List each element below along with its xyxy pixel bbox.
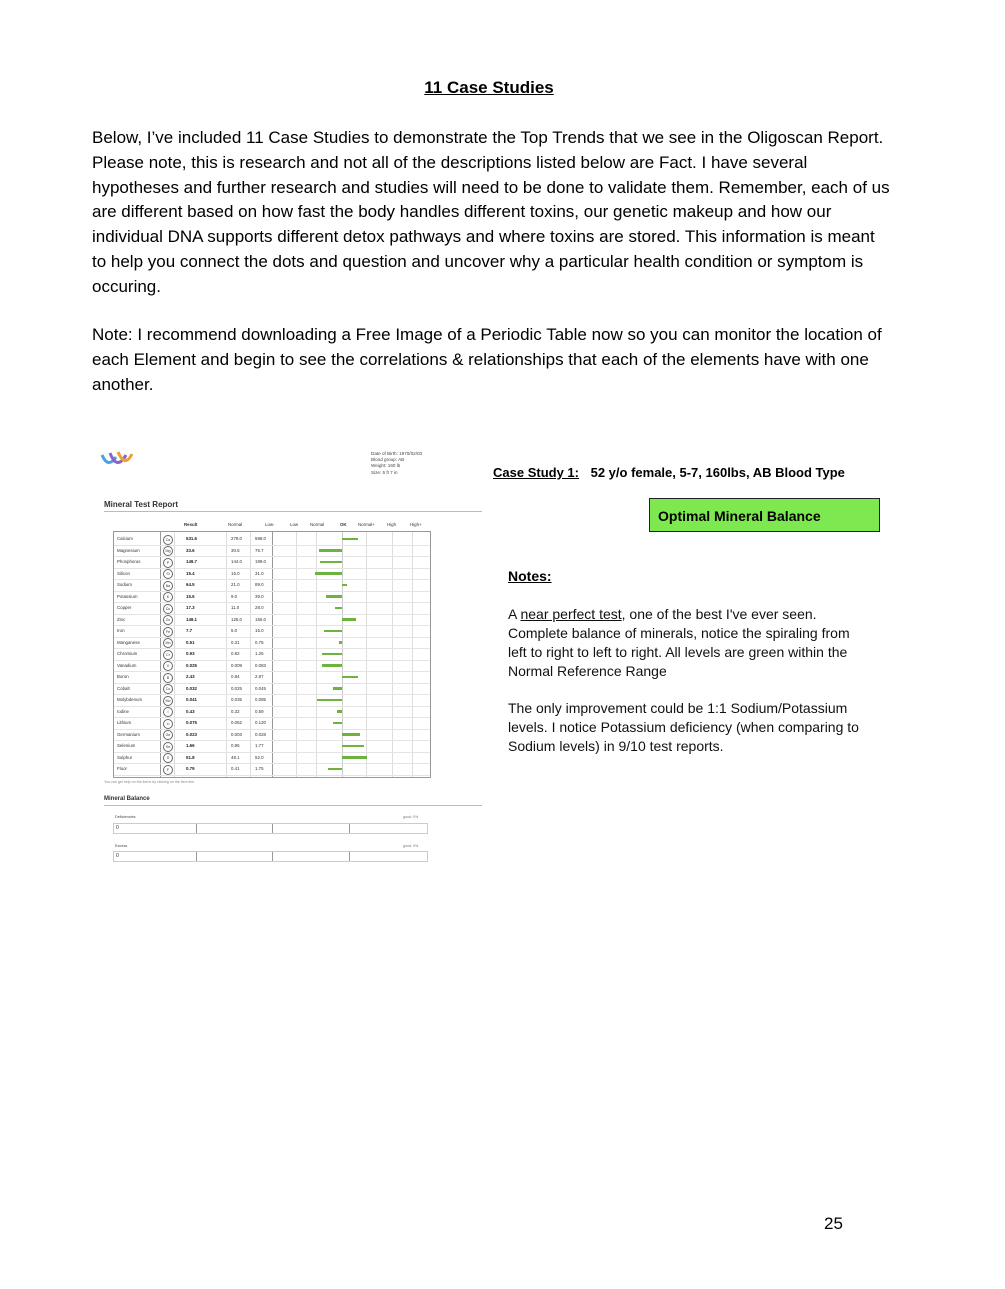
normal-min: 0.31 xyxy=(231,639,240,645)
mineral-name: Cobalt xyxy=(117,685,130,691)
patient-info xyxy=(371,451,422,476)
normal-min: 0.95 xyxy=(231,743,240,748)
normal-max: 0.59 xyxy=(255,708,264,714)
col-normal-2: Normal xyxy=(310,522,325,527)
level-bar xyxy=(333,722,342,725)
mineral-symbol: Mg xyxy=(163,546,173,556)
mineral-name: Zinc xyxy=(117,616,126,622)
mineral-result: 1.66 xyxy=(186,743,195,748)
notes-paragraph-1 xyxy=(508,605,868,681)
mineral-name: Calcium xyxy=(117,536,133,541)
note-paragraph: Note: I recommend downloading a Free Image of a Periodic Table now so you can monitor the location of each Element and begin to see the correlations & relationships that each of the elements have with one another. xyxy=(92,325,882,394)
normal-max: 89.0 xyxy=(255,582,264,587)
notes-heading: Notes: xyxy=(508,568,552,584)
mineral-result: 17.3 xyxy=(186,605,195,610)
normal-min: 0.052 xyxy=(231,720,242,725)
mineral-symbol: Co xyxy=(163,684,173,694)
normal-min: 0.003 xyxy=(231,731,242,737)
normal-max: 155.0 xyxy=(255,616,266,622)
deficiencies-label: Deficiencies xyxy=(115,815,136,819)
notes-text: , one of the best I've ever seen. Complete balance of minerals, notice the spiraling from left to right to left to right. All levels are green within the Normal Reference Range xyxy=(508,606,850,679)
mineral-symbol: Cr xyxy=(163,650,173,660)
normal-max: 39.0 xyxy=(255,593,264,599)
level-bar xyxy=(339,641,342,644)
level-bar xyxy=(322,664,342,667)
mineral-symbol: Na xyxy=(163,581,173,591)
mineral-name: Magnesium xyxy=(117,547,140,553)
deficiencies-good: good: 0% xyxy=(403,815,419,819)
mineral-result: 149.7 xyxy=(186,559,197,564)
col-high-plus: High+ xyxy=(410,522,422,527)
mineral-name: Phosphorus xyxy=(117,559,141,564)
mineral-symbol: Mo xyxy=(163,696,173,706)
normal-max: 31.0 xyxy=(255,570,264,576)
mineral-result: 33.6 xyxy=(186,547,195,553)
normal-min: 0.025 xyxy=(231,685,242,691)
level-bar xyxy=(319,549,342,552)
mineral-symbol: Ge xyxy=(163,730,173,740)
notes-text: A xyxy=(508,606,521,622)
divider xyxy=(104,511,482,512)
col-normal: Normal xyxy=(228,522,243,527)
mineral-symbol: Se xyxy=(163,742,173,752)
mineral-symbol: K xyxy=(163,592,173,602)
normal-min: 9.0 xyxy=(231,593,238,599)
level-bar xyxy=(342,676,358,679)
normal-max: 1.75 xyxy=(255,766,264,771)
mineral-table xyxy=(113,531,431,778)
mineral-name: Iron xyxy=(117,628,125,633)
mineral-result: 0.041 xyxy=(186,697,197,702)
case-study-label: Case Study 1: xyxy=(493,465,579,480)
normal-min: 0.035 xyxy=(231,697,242,702)
normal-min: 0.82 xyxy=(231,651,240,656)
mineral-symbol: Fe xyxy=(163,627,173,637)
mineral-result: 0.025 xyxy=(186,662,197,668)
level-bar xyxy=(342,745,364,748)
normal-max: 0.045 xyxy=(255,685,266,691)
col-ok: OK xyxy=(340,522,347,527)
mineral-result: 0.075 xyxy=(186,720,197,725)
mineral-name: Silicon xyxy=(117,570,130,576)
normal-min: 5.0 xyxy=(231,628,238,633)
notes-emphasis: near perfect test xyxy=(520,606,622,622)
case-study-title xyxy=(493,465,845,480)
patient-weight: Weight: 160 lb xyxy=(371,463,401,469)
bar-divider xyxy=(196,824,197,833)
mineral-result: 0.79 xyxy=(186,766,195,771)
normal-max: 28.0 xyxy=(255,605,264,610)
mineral-result: 531.6 xyxy=(186,536,197,541)
mineral-symbol: V xyxy=(163,661,173,671)
normal-min: 0.41 xyxy=(231,766,240,771)
balance-badge: Optimal Mineral Balance xyxy=(649,498,880,532)
mineral-name: Lithium xyxy=(117,720,132,725)
mineral-symbol: Li xyxy=(163,719,173,729)
col-normal-plus: Normal+ xyxy=(358,522,375,527)
mineral-name: Vanadium xyxy=(117,662,137,668)
mineral-symbol: Ca xyxy=(163,535,173,545)
mineral-name: Boron xyxy=(117,674,129,679)
col-low: Low xyxy=(290,522,299,527)
normal-max: 0.75 xyxy=(255,639,264,645)
mineral-name: Copper xyxy=(117,605,132,610)
level-bar xyxy=(315,572,342,575)
col-high: High xyxy=(387,522,397,527)
mineral-result: 0.51 xyxy=(186,639,195,645)
excess-good: good: 0% xyxy=(403,844,419,848)
mineral-name: Manganese xyxy=(117,639,140,645)
mineral-name: Fluor xyxy=(117,766,128,771)
bar-divider xyxy=(272,852,273,861)
level-bar xyxy=(328,768,342,771)
mineral-result: 149.1 xyxy=(186,616,197,622)
bar-divider xyxy=(272,824,273,833)
mineral-symbol: S xyxy=(163,753,173,763)
normal-max: 0.120 xyxy=(255,720,266,725)
mineral-result: 0.93 xyxy=(186,651,195,656)
mineral-symbol: Cu xyxy=(163,604,173,614)
mineral-result: 51.8 xyxy=(186,754,195,760)
mineral-result: 0.43 xyxy=(186,708,195,714)
mineral-name: Potassium xyxy=(117,593,138,599)
normal-max: 199.0 xyxy=(255,559,266,564)
mineral-symbol: I xyxy=(163,707,173,717)
normal-min: 279.0 xyxy=(231,536,242,541)
level-bar xyxy=(342,733,360,736)
mineral-symbol: P xyxy=(163,558,173,568)
mineral-name: Germanium xyxy=(117,731,140,737)
normal-max: 52.0 xyxy=(255,754,264,760)
level-bar xyxy=(317,699,342,702)
normal-min: 0.32 xyxy=(231,708,240,714)
normal-min: 30.5 xyxy=(231,547,240,553)
level-bar xyxy=(342,756,367,759)
bar-divider xyxy=(196,852,197,861)
mineral-name: Selenium xyxy=(117,743,136,748)
mineral-report-image xyxy=(100,445,485,870)
level-bar xyxy=(320,561,342,564)
normal-min: 144.0 xyxy=(231,559,242,564)
level-bar xyxy=(337,710,342,713)
col-result: Result xyxy=(184,522,198,527)
excess-bar xyxy=(113,851,428,862)
notes-paragraph-2: The only improvement could be 1:1 Sodium/Potassium levels. I notice Potassium deficiency (when comparing to Sodium levels) in 9/10 test reports. xyxy=(508,700,859,754)
level-bar xyxy=(333,687,342,690)
oligoscan-logo-icon xyxy=(100,449,134,471)
page-title: 11 Case Studies xyxy=(424,78,554,97)
mineral-name: Sodium xyxy=(117,582,132,587)
patient-size: Size: 5 ft 7 in xyxy=(371,469,398,475)
mineral-name: Chromium xyxy=(117,651,138,656)
intro-paragraph: Below, I’ve included 11 Case Studies to demonstrate the Top Trends that we see in the Oligoscan Report. Please note, this is research and not all of the descriptions listed below are Fact. I have several hypotheses and further research and studies will need to be done to validate them. Remember, each of us are different based on how fast the body handles different toxins, our genetic makeup and how our individual DNA supports different detox pathways and where toxins are stored. This information is meant to help you connect the dots and question and uncover why a particular health condition or symptom is occuring. xyxy=(92,128,890,296)
mineral-result: 0.023 xyxy=(186,731,197,737)
level-bar xyxy=(324,630,342,633)
mineral-result: 2.43 xyxy=(186,674,195,679)
report-title: Mineral Test Report xyxy=(104,500,179,509)
normal-min: 21.0 xyxy=(231,582,240,587)
excess-value: 0 xyxy=(116,853,119,859)
mineral-result: 64.5 xyxy=(186,582,195,587)
mineral-symbol: Mn xyxy=(163,638,173,648)
normal-min: 125.0 xyxy=(231,616,242,622)
normal-max: 75.7 xyxy=(255,547,264,553)
normal-max: 2.87 xyxy=(255,674,264,679)
table-row[interactable] xyxy=(114,763,430,776)
normal-min: 48.1 xyxy=(231,754,240,760)
mineral-name: Molybdenum xyxy=(117,697,143,702)
normal-max: 0.028 xyxy=(255,731,266,737)
normal-min: 0.009 xyxy=(231,662,242,668)
patient-blood-group: Blood group: AB xyxy=(371,457,405,463)
help-note: You can get help on the items by clicking on the item line. xyxy=(104,780,196,784)
deficiencies-bar xyxy=(113,823,428,834)
normal-min: 11.0 xyxy=(231,605,240,610)
balance-title: Mineral Balance xyxy=(104,796,150,802)
patient-dob: Date of Birth: 1970/02/03 xyxy=(371,451,423,456)
level-bar xyxy=(342,538,358,541)
excess-label: Excess xyxy=(115,844,128,848)
normal-max: 1.25 xyxy=(255,651,264,656)
mineral-result: 7.7 xyxy=(186,628,193,633)
level-bar xyxy=(322,653,342,656)
normal-max: 0.085 xyxy=(255,697,266,702)
level-bar xyxy=(335,607,342,610)
bar-divider xyxy=(349,852,350,861)
mineral-symbol: Si xyxy=(163,569,173,579)
case-study-details: 52 y/o female, 5-7, 160lbs, AB Blood Type xyxy=(590,465,845,480)
normal-min: 15.0 xyxy=(231,570,240,576)
normal-max: 0.083 xyxy=(255,662,266,668)
page-number: 25 xyxy=(824,1214,843,1233)
mineral-symbol: B xyxy=(163,673,173,683)
col-low-minus: Low- xyxy=(265,522,275,527)
mineral-symbol: F xyxy=(163,765,173,775)
normal-max: 15.0 xyxy=(255,628,264,633)
normal-max: 1.77 xyxy=(255,743,264,748)
mineral-result: 15.6 xyxy=(186,593,195,599)
mineral-name: Sulphur xyxy=(117,754,133,760)
bar-divider xyxy=(349,824,350,833)
divider xyxy=(104,805,482,806)
normal-max: 598.0 xyxy=(255,536,266,541)
level-bar xyxy=(342,584,347,587)
level-bar xyxy=(342,618,356,621)
mineral-symbol: Zn xyxy=(163,615,173,625)
deficiencies-value: 0 xyxy=(116,825,119,831)
normal-min: 0.84 xyxy=(231,674,240,679)
level-bar xyxy=(326,595,342,598)
mineral-name: Iodine xyxy=(117,708,129,714)
mineral-result: 15.4 xyxy=(186,570,195,576)
mineral-result: 0.032 xyxy=(186,685,197,691)
